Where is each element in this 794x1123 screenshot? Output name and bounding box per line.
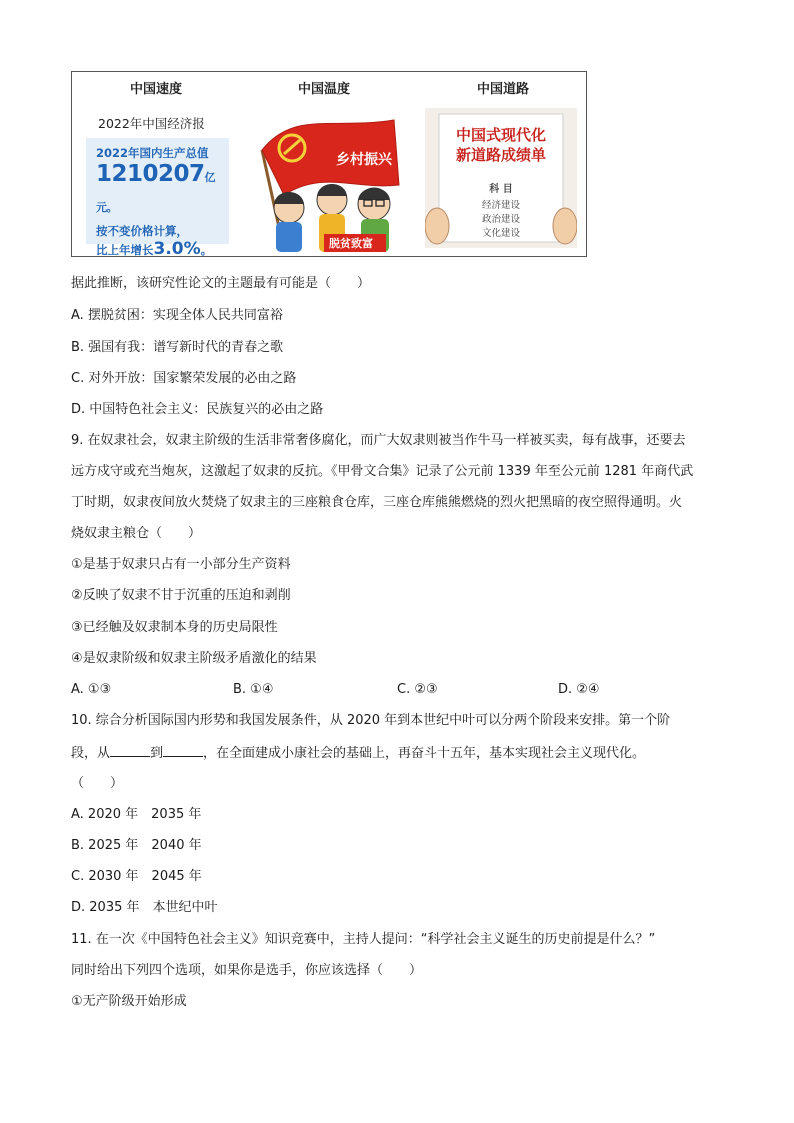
gdp-label: 2022年国内生产总值 [96,146,209,160]
q10-option-d: D. 2035 年 本世纪中叶 [71,900,218,915]
report-item-economy: 经济建设 [481,200,521,211]
report-item-culture: 文化建设 [481,228,521,239]
q10-line-2: 段，从 到 ，在全面建成小康社会的基础上，再奋斗十五年，基本实现社会主义现代化。 [71,746,646,761]
q9-option-a: A. ①③ [71,682,112,697]
q10-line-1: 10. 综合分析国际国内形势和我国发展条件，从 2020 年到本世纪中叶可以分两个阶段来安排。第一个阶 [71,713,671,728]
blank-2 [163,744,203,757]
banner-text-poverty-relief: 脱贫致富 [329,237,373,250]
growth-line: 比上年增长3.0%。 [96,239,213,259]
q9-line-1: 9. 在奴隶社会，奴隶主阶级的生活非常奢侈腐化，而广大奴隶则被当作牛马一样被买卖，每有战事，还要去 [71,433,686,448]
panel-title-speed: 中国速度 [130,82,183,97]
q9-option-d: D. ②④ [558,682,600,697]
question-figure [71,71,587,257]
report-subject-label: 科 目 [489,184,513,195]
q10-option-b: B. 2025 年 2040 年 [71,838,202,853]
report-item-politics: 政治建设 [481,214,521,225]
gdp-value: 1210207亿元。 [96,161,216,214]
q9-statement-4: ④是奴隶阶级和奴隶主阶级矛盾激化的结果 [71,651,317,666]
q10-option-c: C. 2030 年 2045 年 [71,869,202,884]
economy-report-heading: 2022年中国经济报 [98,116,205,131]
q8-stem: 据此推断，该研究性论文的主题最有可能是（ ） [71,276,371,291]
q8-option-b: B. 强国有我：谱写新时代的青春之歌 [71,340,284,355]
q11-line-2: 同时给出下列四个选项，如果你是选手，你应该选择（ ） [71,963,423,978]
price-note: 按不变价格计算， [96,224,188,238]
q9-line-4: 烧奴隶主粮仓（ ） [71,526,202,541]
economy-card [86,138,229,259]
q11-statement-1: ①无产阶级开始形成 [71,994,187,1009]
q9-option-c: C. ②③ [397,682,438,697]
q11-line-1: 11. 在一次《中国特色社会主义》知识竞赛中，主持人提问：“科学社会主义诞生的历史前提是什么？” [71,932,656,947]
report-title-line2: 新道路成绩单 [455,146,547,164]
flag-text-rural-revitalization: 乡村振兴 [336,152,392,168]
q10-answer-paren: （ ） [71,776,124,791]
q9-statement-3: ③已经触及奴隶制本身的历史局限性 [71,620,278,635]
q10-option-a: A. 2020 年 2035 年 [71,807,202,822]
q8-option-a: A. 摆脱贫困：实现全体人民共同富裕 [71,308,283,323]
q9-line-3: 丁时期，奴隶夜间放火焚烧了奴隶主的三座粮食仓库，三座仓库熊熊燃烧的烈火把黑暗的夜空照得通明。火 [71,495,683,510]
q9-line-2: 远方戍守或充当炮灰，这激起了奴隶的反抗。《甲骨文合集》记录了公元前 1339 年至公元前 1281 年商代武 [71,464,694,479]
panel-title-warmth: 中国温度 [298,82,351,97]
modernization-report-illustration [425,108,577,248]
q9-option-b: B. ①④ [233,682,274,697]
blank-1 [110,744,150,757]
q9-statement-1: ①是基于奴隶只占有一小部分生产资料 [71,557,291,572]
rural-revitalization-illustration [244,100,409,255]
q8-option-c: C. 对外开放：国家繁荣发展的必由之路 [71,371,297,386]
q8-option-d: D. 中国特色社会主义：民族复兴的必由之路 [71,402,324,417]
report-title-line1: 中国式现代化 [455,126,547,144]
q9-statement-2: ②反映了奴隶不甘于沉重的压迫和剥削 [71,588,291,603]
panel-title-road: 中国道路 [477,82,530,97]
